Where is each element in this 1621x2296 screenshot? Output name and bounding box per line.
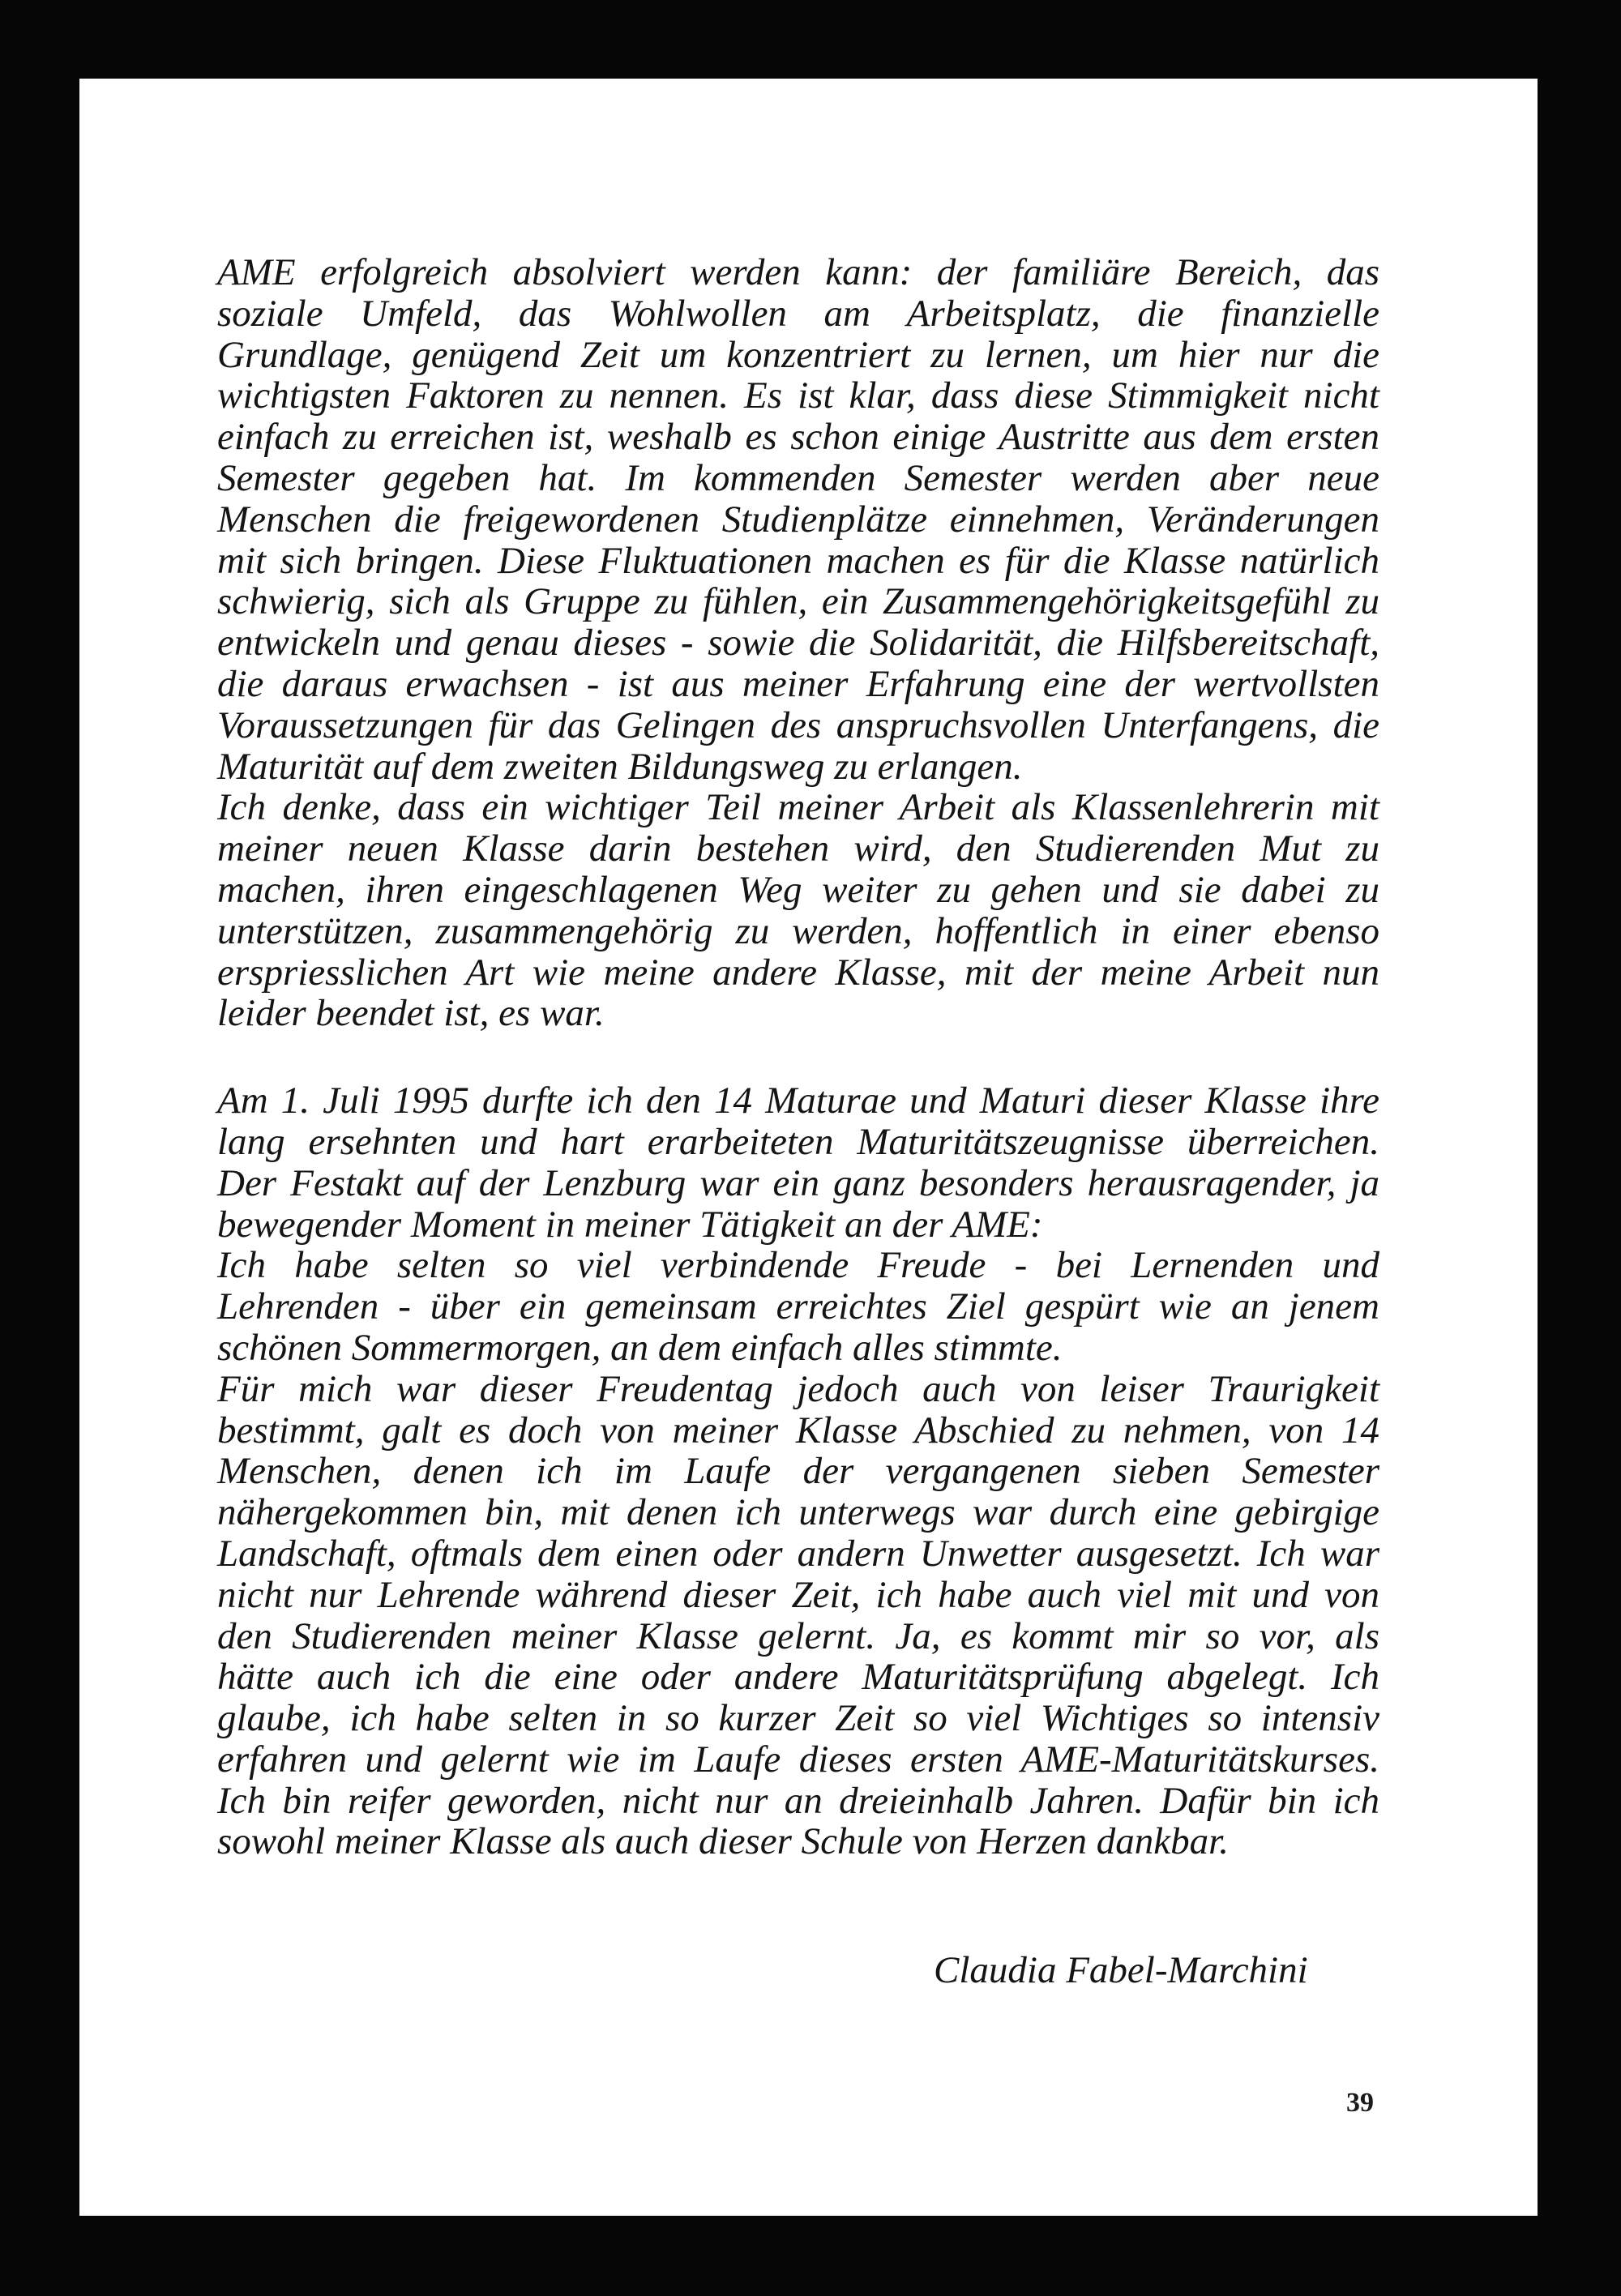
text-line: unterstützen, zusammengehörig zu werden, hoffentlich in einer ebenso	[217, 909, 1379, 952]
text-line: einfach zu erreichen ist, weshalb es schon einige Austritte aus dem ersten	[217, 416, 1379, 459]
text-line: Am 1. Juli 1995 durfte ich den 14 Maturae und Maturi dieser Klasse ihre	[217, 1080, 1379, 1122]
text-line: nicht nur Lehrende während dieser Zeit, ich habe auch viel mit und von	[217, 1573, 1379, 1616]
text-line: bestimmt, galt es doch von meiner Klasse Abschied zu nehmen, von 14	[217, 1409, 1379, 1452]
text-line: AME erfolgreich absolviert werden kann: der familiäre Bereich, das	[217, 251, 1379, 293]
text-line: schwierig, sich als Gruppe zu fühlen, ein Zusammengehörigkeitsgefühl zu	[217, 580, 1379, 623]
text-line: soziale Umfeld, das Wohlwollen am Arbeitsplatz, die finanzielle	[217, 292, 1379, 335]
body-text	[217, 252, 1379, 1862]
text-line: Menschen die freigewordenen Studienplätze einnehmen, Veränderungen	[217, 498, 1379, 541]
text-line: lang ersehnten und hart erarbeiteten Maturitätszeugnisse überreichen.	[217, 1120, 1379, 1163]
text-line: hätte auch ich die eine oder andere Maturitätsprüfung abgelegt. Ich	[217, 1656, 1379, 1699]
text-line: machen, ihren eingeschlagenen Weg weiter zu gehen und sie dabei zu	[217, 868, 1379, 911]
text-line: Grundlage, genügend Zeit um konzentriert zu lernen, um hier nur die	[217, 333, 1379, 376]
text-line: bewegender Moment in meiner Tätigkeit an der AME:	[217, 1203, 1043, 1246]
document-page	[79, 79, 1538, 2216]
author-signature: Claudia Fabel-Marchini	[934, 1949, 1308, 1991]
page-number: 39	[1346, 2088, 1374, 2118]
text-line: nähergekommen bin, mit denen ich unterwegs war durch eine gebirgige	[217, 1491, 1379, 1534]
text-line: Landschaft, oftmals dem einen oder andern Unwetter ausgesetzt. Ich war	[217, 1532, 1379, 1575]
text-line: glaube, ich habe selten in so kurzer Zeit so viel Wichtiges so intensiv	[217, 1697, 1379, 1740]
text-line: Der Festakt auf der Lenzburg war ein ganz besonders herausragender, ja	[217, 1161, 1379, 1204]
text-line: die daraus erwachsen - ist aus meiner Erfahrung eine der wertvollsten	[217, 662, 1379, 705]
text-line: Ich bin reifer geworden, nicht nur an dreieinhalb Jahren. Dafür bin ich	[217, 1779, 1379, 1822]
paragraph-1	[217, 252, 1379, 1034]
text-line: Voraussetzungen für das Gelingen des anspruchsvollen Unterfangens, die	[217, 703, 1379, 746]
text-line: mit sich bringen. Diese Fluktuationen machen es für die Klasse natürlich	[217, 539, 1379, 582]
text-line: Ich habe selten so viel verbindende Freude - bei Lernenden und	[217, 1244, 1379, 1287]
text-line: leider beendet ist, es war.	[217, 992, 605, 1035]
text-line: erfahren und gelernt wie im Laufe dieses ersten AME-Maturitätskurses.	[217, 1738, 1379, 1781]
text-line: Menschen, denen ich im Laufe der vergangenen sieben Semester	[217, 1450, 1379, 1493]
text-line: Lehrenden - über ein gemeinsam erreichtes Ziel gespürt wie an jenem	[217, 1285, 1379, 1328]
paragraph-2	[217, 1080, 1379, 1862]
text-line: schönen Sommermorgen, an dem einfach alles stimmte.	[217, 1326, 1063, 1369]
text-line: entwickeln und genau dieses - sowie die Solidarität, die Hilfsbereitschaft,	[217, 622, 1379, 665]
text-line: meiner neuen Klasse darin bestehen wird, den Studierenden Mut zu	[217, 827, 1379, 870]
text-line: Ich denke, dass ein wichtiger Teil meiner Arbeit als Klassenlehrerin mit	[217, 786, 1379, 829]
text-line: Semester gegeben hat. Im kommenden Semester werden aber neue	[217, 456, 1379, 499]
text-line: wichtigsten Faktoren zu nennen. Es ist klar, dass diese Stimmigkeit nicht	[217, 374, 1379, 417]
text-line: den Studierenden meiner Klasse gelernt. Ja, es kommt mir so vor, als	[217, 1614, 1379, 1657]
text-line: erspriesslichen Art wie meine andere Klasse, mit der meine Arbeit nun	[217, 951, 1379, 994]
paragraph-spacer	[217, 1034, 1379, 1080]
text-line: Für mich war dieser Freudentag jedoch auch von leiser Traurigkeit	[217, 1367, 1379, 1410]
text-line: sowohl meiner Klasse als auch dieser Schule von Herzen dankbar.	[217, 1820, 1229, 1863]
text-line: Maturität auf dem zweiten Bildungsweg zu erlangen.	[217, 745, 1023, 788]
